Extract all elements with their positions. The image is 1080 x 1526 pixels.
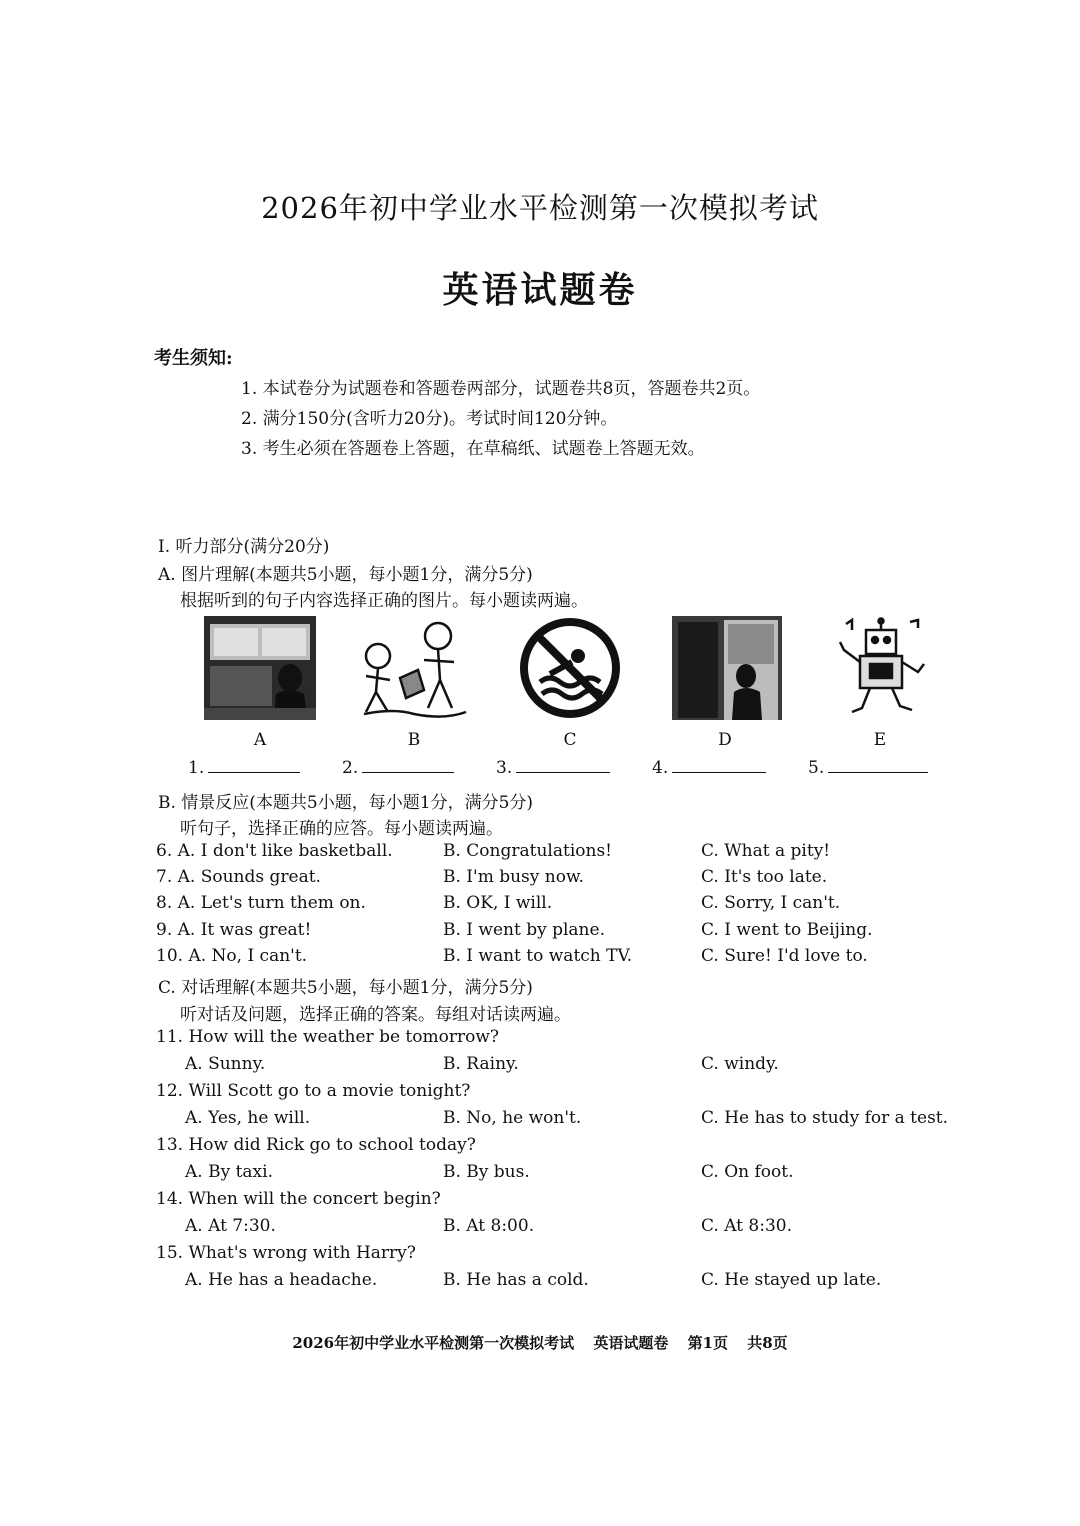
- question-14-text: 14. When will the concert begin?: [156, 1189, 441, 1209]
- part-b-title: B. 情景反应(本题共5小题，每小题1分，满分5分): [158, 793, 534, 813]
- listening-section-title: Ⅰ. 听力部分(满分20分): [158, 537, 330, 557]
- answer-blank-4[interactable]: [652, 756, 766, 778]
- question-6-option-b[interactable]: B. Congratulations!: [443, 841, 612, 861]
- footer-total-pages: 共8页: [747, 1334, 788, 1352]
- answer-blank-5[interactable]: [808, 756, 928, 778]
- part-a-instruction: 根据听到的句子内容选择正确的图片。每小题读两遍。: [180, 591, 588, 611]
- question-12-option-c[interactable]: C. He has to study for a test.: [701, 1108, 949, 1128]
- footer-page-number: 第1页: [687, 1334, 728, 1352]
- picture-c-no-swimming-sign: [516, 616, 624, 720]
- answer-blank-number: 2.: [342, 758, 359, 778]
- question-9-option-b[interactable]: B. I went by plane.: [443, 920, 605, 940]
- picture-d-person-at-door: [672, 616, 782, 720]
- picture-e-dancing-robot: [834, 616, 930, 720]
- picture-label-e: E: [873, 730, 887, 750]
- question-15-option-a[interactable]: A. He has a headache.: [185, 1270, 378, 1290]
- part-c-title: C. 对话理解(本题共5小题，每小题1分，满分5分): [158, 978, 533, 998]
- question-8-option-c[interactable]: C. Sorry, I can't.: [701, 893, 841, 913]
- question-14-option-c[interactable]: C. At 8:30.: [701, 1216, 793, 1236]
- footer-exam-name: 2026年初中学业水平检测第一次模拟考试: [292, 1334, 575, 1352]
- question-11-option-b[interactable]: B. Rainy.: [443, 1054, 519, 1074]
- question-9-option-a[interactable]: 9. A. It was great!: [156, 920, 312, 940]
- question-9-option-c[interactable]: C. I went to Beijing.: [701, 920, 873, 940]
- question-13-option-b[interactable]: B. By bus.: [443, 1162, 530, 1182]
- question-7-option-c[interactable]: C. It's too late.: [701, 867, 828, 887]
- part-a-title: A. 图片理解(本题共5小题，每小题1分，满分5分): [158, 565, 533, 585]
- picture-label-a: A: [253, 730, 267, 750]
- answer-blank-1[interactable]: [188, 756, 300, 778]
- page-footer: [0, 1332, 1080, 1353]
- question-11-option-c[interactable]: C. windy.: [701, 1054, 779, 1074]
- footer-subject: 英语试题卷: [593, 1334, 669, 1352]
- question-13-option-a[interactable]: A. By taxi.: [185, 1162, 273, 1182]
- answer-blank-number: 3.: [496, 758, 513, 778]
- question-12-option-a[interactable]: A. Yes, he will.: [185, 1108, 311, 1128]
- question-11-option-a[interactable]: A. Sunny.: [185, 1054, 266, 1074]
- question-12-option-b[interactable]: B. No, he won't.: [443, 1108, 582, 1128]
- question-12-text: 12. Will Scott go to a movie tonight?: [156, 1081, 471, 1101]
- question-10-option-c[interactable]: C. Sure! I'd love to.: [701, 946, 868, 966]
- picture-label-d: D: [718, 730, 732, 750]
- answer-blank-3[interactable]: [496, 756, 610, 778]
- question-6-option-c[interactable]: C. What a pity!: [701, 841, 831, 861]
- picture-a-train-window: [204, 616, 316, 720]
- question-6-option-a[interactable]: 6. A. I don't like basketball.: [156, 841, 393, 861]
- question-15-option-b[interactable]: B. He has a cold.: [443, 1270, 589, 1290]
- question-8-option-b[interactable]: B. OK, I will.: [443, 893, 553, 913]
- question-13-text: 13. How did Rick go to school today?: [156, 1135, 476, 1155]
- page-subtitle: 英语试题卷: [442, 269, 638, 311]
- page-title: 2026年初中学业水平检测第一次模拟考试: [261, 191, 819, 225]
- notice-heading: 考生须知:: [154, 348, 233, 369]
- answer-blank-2[interactable]: [342, 756, 454, 778]
- picture-label-b: B: [407, 730, 421, 750]
- answer-blank-number: 5.: [808, 758, 825, 778]
- picture-label-c: C: [563, 730, 577, 750]
- answer-blank-number: 4.: [652, 758, 669, 778]
- picture-b-children-gift: [354, 616, 474, 720]
- notice-item-2: 2. 满分150分(含听力20分)。考试时间120分钟。: [241, 409, 618, 429]
- question-15-option-c[interactable]: C. He stayed up late.: [701, 1270, 882, 1290]
- question-11-text: 11. How will the weather be tomorrow?: [156, 1027, 500, 1047]
- question-13-option-c[interactable]: C. On foot.: [701, 1162, 794, 1182]
- question-8-option-a[interactable]: 8. A. Let's turn them on.: [156, 893, 366, 913]
- question-10-option-a[interactable]: 10. A. No, I can't.: [156, 946, 308, 966]
- answer-blank-number: 1.: [188, 758, 205, 778]
- notice-item-1: 1. 本试卷分为试题卷和答题卷两部分，试题卷共8页，答题卷共2页。: [241, 379, 761, 399]
- question-15-text: 15. What's wrong with Harry?: [156, 1243, 416, 1263]
- question-7-option-b[interactable]: B. I'm busy now.: [443, 867, 584, 887]
- question-7-option-a[interactable]: 7. A. Sounds great.: [156, 867, 321, 887]
- part-b-instruction: 听句子，选择正确的应答。每小题读两遍。: [180, 819, 503, 839]
- question-14-option-a[interactable]: A. At 7:30.: [185, 1216, 276, 1236]
- question-14-option-b[interactable]: B. At 8:00.: [443, 1216, 535, 1236]
- question-10-option-b[interactable]: B. I want to watch TV.: [443, 946, 633, 966]
- part-c-instruction: 听对话及问题，选择正确的答案。每组对话读两遍。: [180, 1005, 571, 1025]
- notice-item-3: 3. 考生必须在答题卷上答题，在草稿纸、试题卷上答题无效。: [241, 439, 705, 459]
